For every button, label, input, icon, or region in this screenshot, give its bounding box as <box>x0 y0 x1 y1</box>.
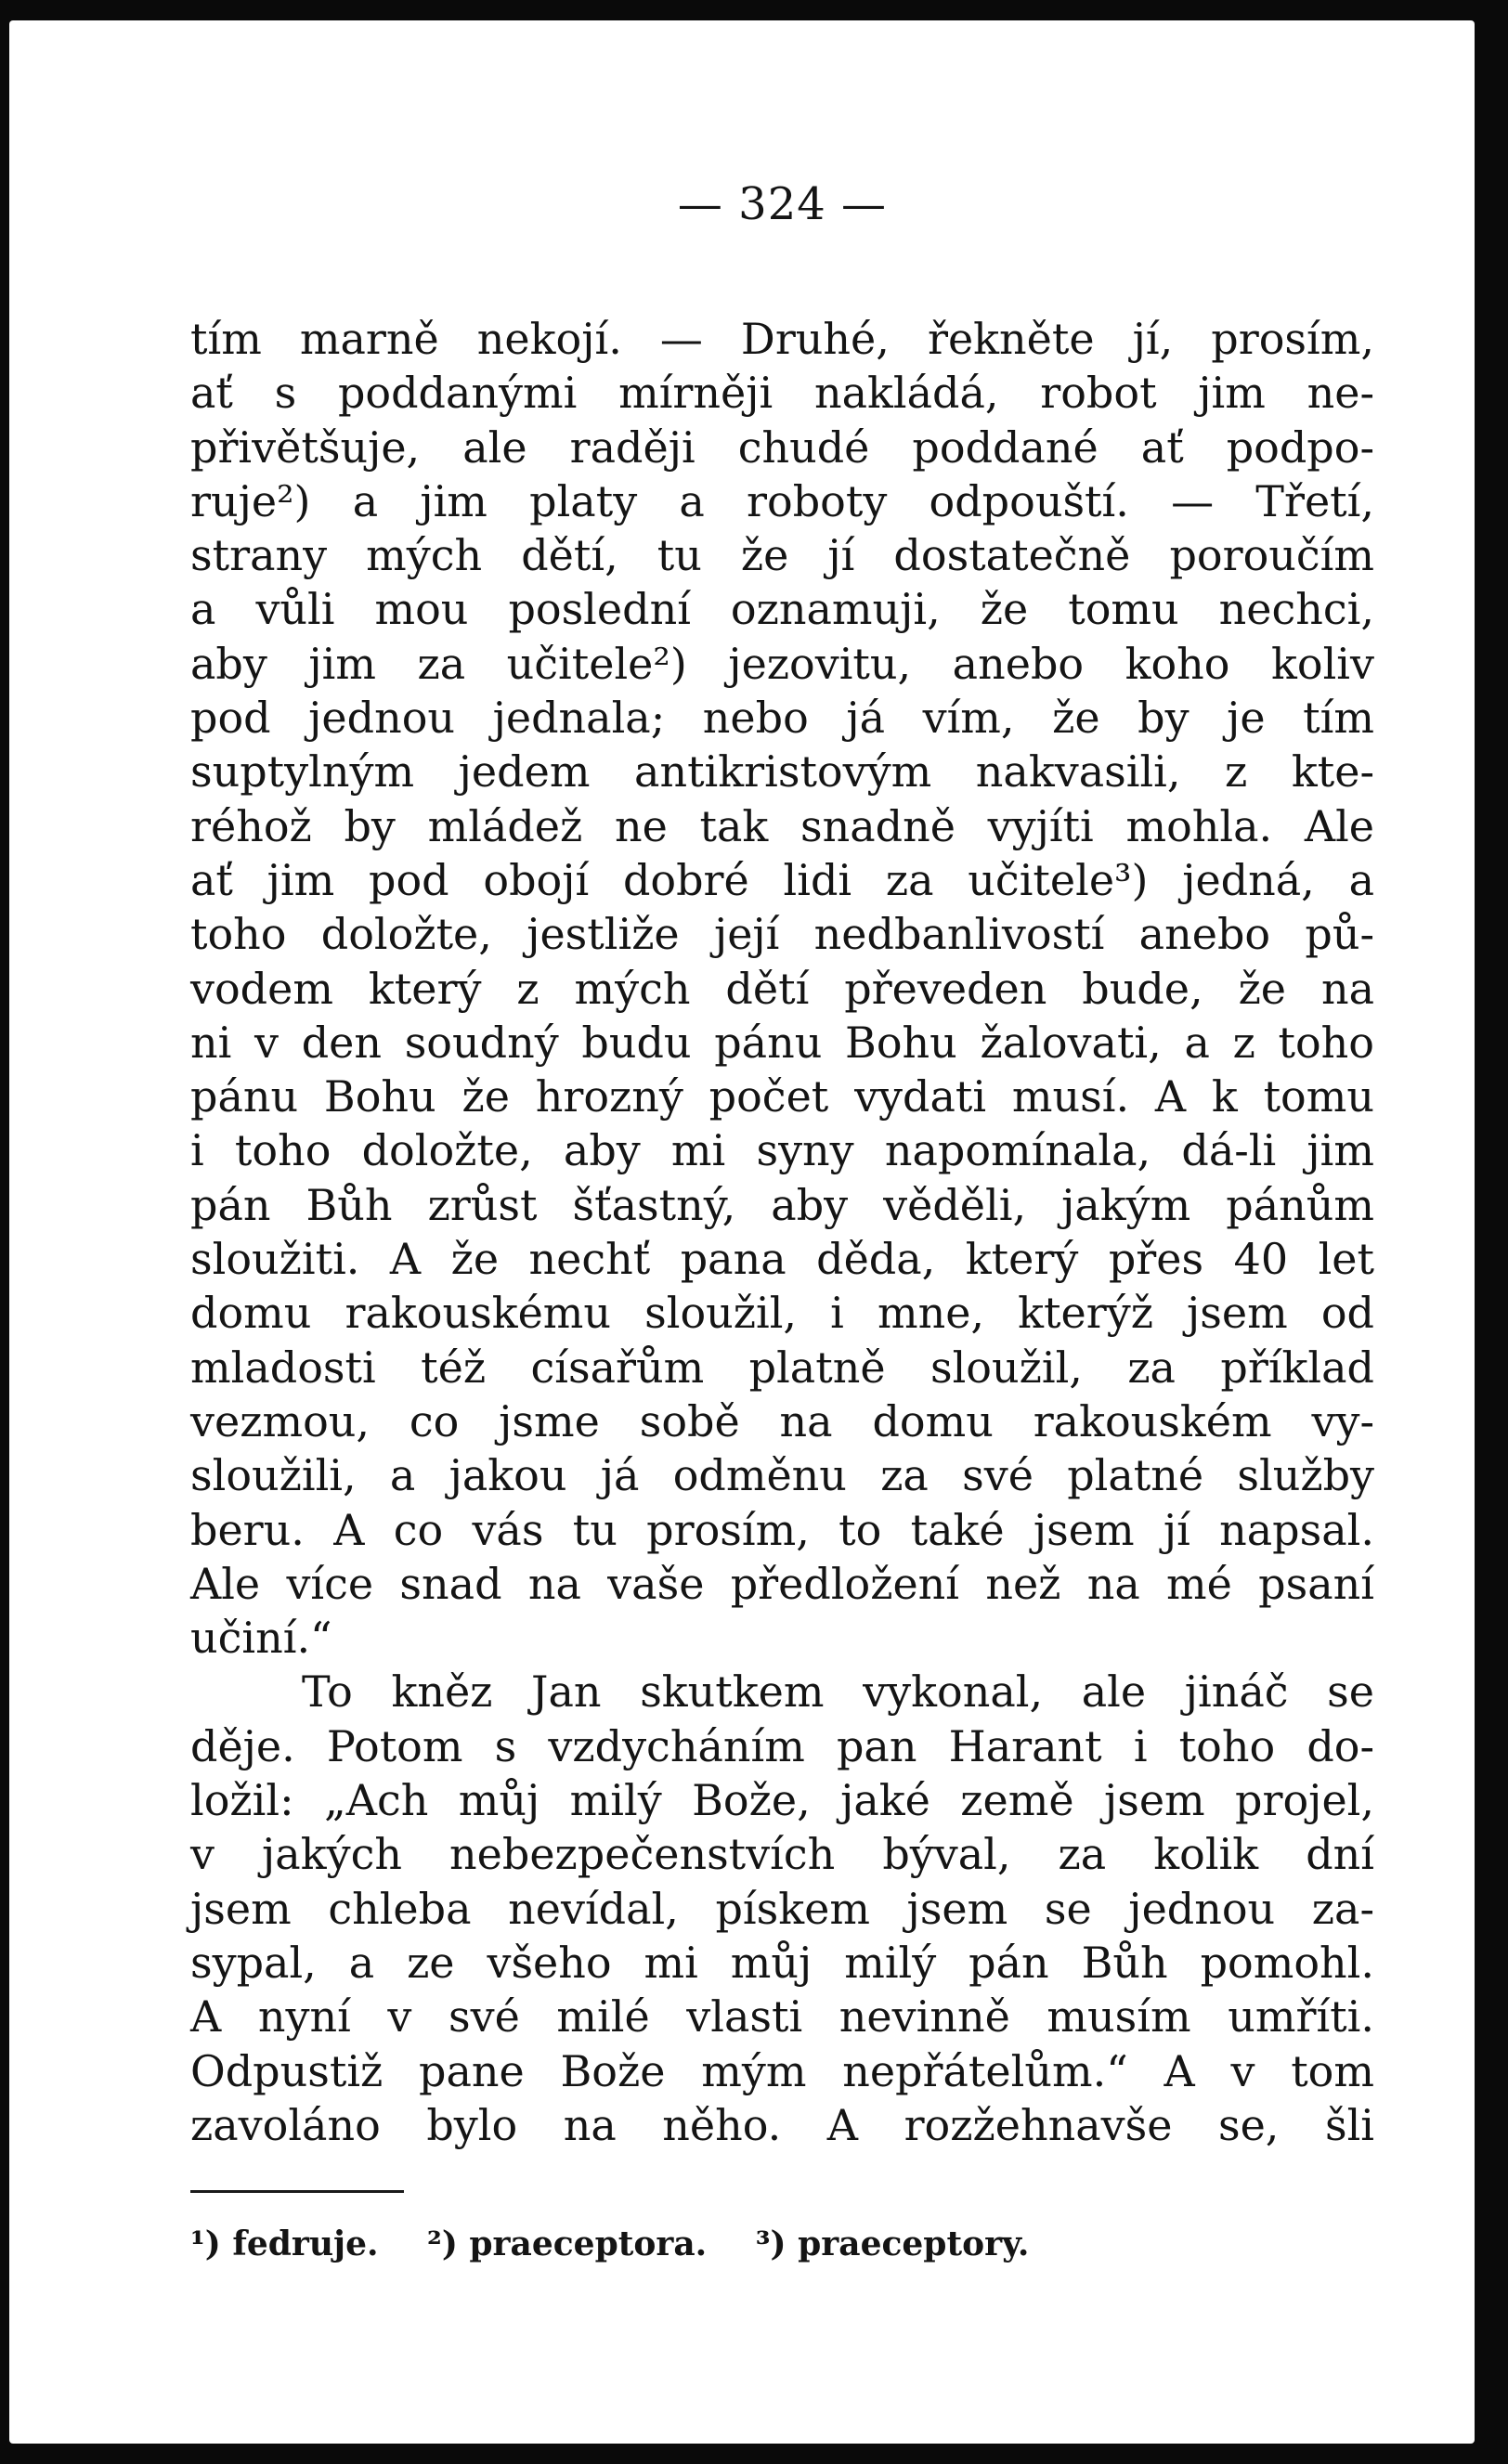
text-line: tím marně nekojí. — Druhé, řekněte jí, prosím, <box>190 314 1374 364</box>
text-line: vodem který z mých dětí převeden bude, že na <box>190 963 1374 1014</box>
paragraph <box>190 312 1374 1665</box>
text-line: sloužili, a jakou já odměnu za své platné služby <box>190 1450 1374 1501</box>
text-line: sypal, a ze všeho mi můj milý pán Bůh pomohl. <box>190 1937 1374 1988</box>
text-line: strany mých dětí, tu že jí dostatečně poroučím <box>190 530 1374 581</box>
text-line: zavoláno bylo na něho. A rozžehnavše se, šli <box>190 2099 1374 2150</box>
text-line: mladosti též císařům platně sloužil, za příklad <box>190 1342 1374 1393</box>
text-line: beru. A co vás tu prosím, to také jsem jí napsal. <box>190 1504 1374 1555</box>
page-number: — 324 — <box>677 178 888 230</box>
body-text <box>190 312 1374 2152</box>
text-line: Ale více snad na vaše předložení než na mé psaní <box>190 1558 1374 1609</box>
footnote-1: ¹) fedruje. <box>190 2224 379 2263</box>
text-line: suptylným jedem antikristovým nakvasili, z kte- <box>190 746 1374 798</box>
text-line: děje. Potom s vzdycháním pan Harant i toho do- <box>190 1720 1374 1771</box>
text-line: ložil: „Ach můj milý Bože, jaké země jsem projel, <box>190 1775 1374 1826</box>
footnote-2: ²) praeceptora. <box>427 2224 708 2263</box>
text-line: ruje²) a jim platy a roboty odpouští. — Třetí, <box>190 475 1374 526</box>
footnote-divider <box>190 2190 404 2193</box>
text-line: ať jim pod obojí dobré lidi za učitele³) jedná, a <box>190 854 1374 905</box>
text-line: toho doložte, jestliže její nedbanlivostí anebo pů- <box>190 909 1374 960</box>
text-line: sloužiti. A že nechť pana děda, který přes 40 let <box>190 1234 1374 1285</box>
footnotes <box>190 2221 1374 2267</box>
text-line: i toho doložte, aby mi syny napomínala, dá-li jim <box>190 1125 1374 1176</box>
text-line: ať s poddanými mírněji nakládá, robot jim ne- <box>190 368 1374 419</box>
text-line: pánu Bohu že hrozný počet vydati musí. A k tomu <box>190 1071 1374 1122</box>
text-line: v jakých nebezpečenstvích býval, za kolik dní <box>190 1829 1374 1880</box>
text-line: ni v den soudný budu pánu Bohu žalovati, a z toho <box>190 1017 1374 1068</box>
text-line: přivětšuje, ale raději chudé poddané ať podpo- <box>190 421 1374 473</box>
text-line: a vůli mou poslední oznamuji, že tomu nechci, <box>190 584 1374 635</box>
paragraph <box>190 1665 1374 2152</box>
footnote-3: ³) praeceptory. <box>755 2224 1030 2263</box>
text-line: To kněz Jan skutkem vykonal, ale jináč se <box>302 1666 1374 1718</box>
book-page <box>9 20 1475 2444</box>
text-line: aby jim za učitele²) jezovitu, anebo koho koliv <box>190 638 1374 689</box>
text-line: pán Bůh zrůst šťastný, aby věděli, jakým pánům <box>190 1179 1374 1230</box>
text-line: Odpustiž pane Bože mým nepřátelům.“ A v tom <box>190 2045 1374 2096</box>
text-line: učiní.“ <box>190 1613 332 1664</box>
text-line: pod jednou jednala; nebo já vím, že by je tím <box>190 693 1374 744</box>
text-line: jsem chleba nevídal, pískem jsem se jednou za- <box>190 1883 1374 1934</box>
text-line: A nyní v své milé vlasti nevinně musím umříti. <box>190 1991 1374 2043</box>
text-line: vezmou, co jsme sobě na domu rakouském vy- <box>190 1395 1374 1446</box>
text-line: réhož by mládež ne tak snadně vyjíti mohla. Ale <box>190 800 1374 851</box>
text-line: domu rakouskému sloužil, i mne, kterýž jsem od <box>190 1288 1374 1339</box>
